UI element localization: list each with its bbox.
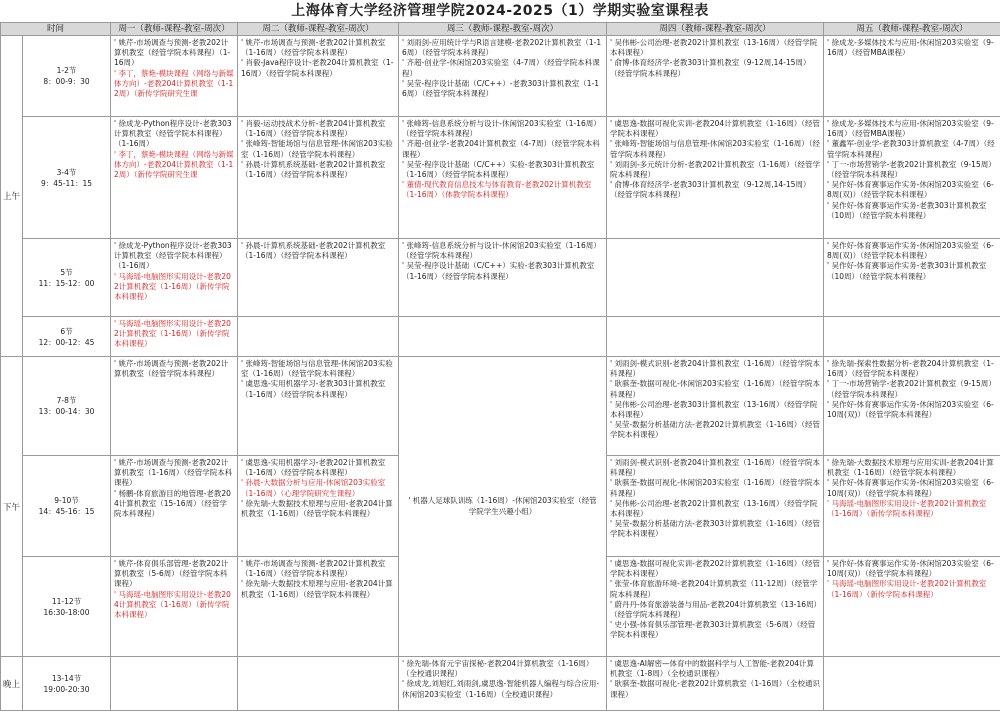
cell: [111, 239, 238, 317]
course-entry: ' 姚芹-市场调查与预测-老教202计算机教室（1-16周）（经管学院本科课程）: [114, 458, 233, 488]
course-entry: ' 耿骐奎-数据可视化-休闲馆203实验室（1-16周）（经管学院本科课程）: [610, 478, 820, 498]
course-entry: ' 吴伟彬-公司治理-老教303计算机教室（13-16周）（经管学院本科课程）: [610, 399, 818, 420]
course-entry: ' 丁一-市场营销学-老教202计算机教室（9-15周）（经管学院本科课程）: [827, 379, 996, 399]
course-entry: ' 吴作好-体育赛事运作实务-老教303计算机教室（10周）（经管学院本科课程）: [827, 261, 987, 281]
course-entry: ' 孙晨-大数据分析与应用-休闲馆203实验室（1-16周）（心理学院研究生课程）: [241, 478, 386, 498]
course-entry: ' 姚芹-市场调查与预测-老教202计算机教室（经管学院本科课程）: [114, 359, 229, 379]
header-fri: 周五（教师-课程-教室-周次）: [824, 23, 1000, 36]
course-entry: ' 虞思逸-数据可视化实训-老教202计算机教室（1-16周）（经管学院本科课程）: [610, 559, 820, 579]
cell: [111, 36, 238, 117]
course-entry: ' 张峰筠-智能场馆与信息管理-休闲馆203实验室（1-16周）（经管学院本科课程）: [241, 139, 393, 159]
cell: [111, 357, 238, 456]
slot-cell: [23, 456, 111, 557]
course-entry: ' 吴作好-体育赛事运作实务-休闲馆203实验室（6-8周(双)）（经管学院本科课程）: [827, 241, 994, 261]
table-row: [1, 36, 1000, 117]
course-entry: ' 齐超-创业学-休闲馆203实验室（4-7周）（经管学院本科课程）: [402, 58, 600, 78]
course-entry: ' 吴莹-程序设计基础（C/C++）实验-老教303计算机教室（1-16周）（经管学院本科课程）: [402, 159, 595, 180]
slot-name: 1-2节: [56, 66, 77, 75]
header-mon: 周一（教师-课程-教室-周次）: [111, 23, 238, 36]
slot-name: 6节: [60, 326, 73, 336]
course-entry: ' 吴莹-数据分析基础方法-老教303计算机教室（1-16周）（经管学院本科课程）: [610, 519, 820, 539]
slot-cell: [23, 117, 111, 239]
course-entry: ' 丁一-市场营销学-老教202计算机教室（9-15周）（经管学院本科课程）: [827, 159, 996, 180]
cell: [607, 456, 824, 557]
slot-name: 3-4节: [56, 167, 77, 177]
slot-cell: [23, 317, 111, 357]
course-entry: ' 蔚丹丹-体育旅游装备与用品-老教204计算机教室（13-16周）（经管学院本科课程）: [610, 599, 818, 620]
course-entry: ' 徐先瑞-探索性数据分析-老教204计算机教室（1-16周）（经管学院本科课程）: [827, 359, 994, 379]
course-entry: ' 李丁，蔡艳-模块课程（网络与新媒体方向）-老教204计算机教室（1-12周）（新传学院研究生课: [114, 149, 234, 180]
cell: [607, 657, 824, 711]
course-entry: ' 姚芹-体育俱乐部管理-老教202计算机教室（5-6周）（经管学院本科课程）: [114, 559, 229, 589]
course-entry: ' 刘雨剑-多元统计分析-老教202计算机教室（1-16周）（经管学院本科课程）: [610, 159, 820, 180]
course-entry: ' 吴伟彬-公司治理-老教202计算机教室（13-16周）（经管学院本科课程）: [610, 498, 818, 519]
course-entry: ' 肖毅-运动技战术分析-老教204计算机教室（1-16周）（经管学院本科课程）: [241, 119, 386, 139]
cell: [111, 117, 238, 239]
header-wed: 周三（教师-课程-教室-周次）: [399, 23, 607, 36]
robot-soccer-training: ' 机器人足球队训练（1-16周）-休闲馆203实验室（经管学院学生兴趣小组）: [408, 496, 597, 516]
course-entry: ' 虞思逸-AI解密—体育中的数据科学与人工智能-老教204计算机教室（1-8周）（全校通识课程）: [610, 659, 815, 679]
cell: [607, 36, 824, 117]
course-entry: ' 张峰筠-信息系统分析与设计-休闲馆203实验室（1-16周）（经管学院本科课程）: [402, 119, 601, 139]
cell: [238, 557, 399, 657]
course-entry: ' 徐先瑞-体育元宇宙探秘-老教204计算机教室（1-16周）（全校通识课程）: [402, 659, 594, 679]
cell: [238, 36, 399, 117]
course-entry: ' 董鑫军-创业学-老教303计算机教室（4-7周）（经管学院本科课程）: [827, 139, 995, 159]
slot-time: 19:00-20:30: [43, 684, 90, 694]
cell: [607, 357, 824, 456]
course-entry: ' 俞博-体育经济学-老教303计算机教室（9-12周,14-15周）（经管学院本科课程）: [610, 180, 811, 200]
course-entry: ' 马海瑶-电脑图形实用设计-老教202计算机教室（1-16周）（新传学院本科课程）: [827, 579, 987, 599]
course-entry: ' 吴伟彬-公司治理-老教202计算机教室（13-16周）（经管学院本科课程）: [610, 38, 818, 58]
page-title: 上海体育大学经济管理学院2024-2025（1）学期实验室课程表: [291, 3, 709, 19]
header-tue: 周二（教师-课程-教室-周次）: [238, 23, 399, 36]
cell: [111, 657, 238, 711]
table-row: [1, 357, 1000, 456]
cell: [824, 239, 1000, 317]
table-row: [1, 117, 1000, 239]
slot-name: 5节: [60, 267, 73, 277]
course-entry: ' 姚芹-市场调查与预测-老教202计算机教室（1-16周）（经管学院本科课程）: [241, 559, 386, 579]
header-time: 时间: [1, 23, 111, 36]
cell: [607, 317, 824, 357]
course-entry: ' 吴莹-数据分析基础方法-老教202计算机教室（1-16周）（经管学院本科课程）: [610, 420, 820, 440]
slot-cell: [23, 657, 111, 711]
course-entry: ' 徐成龙-多媒体技术与应用-休闲馆203实验室（9-16周）（经管MBA课程）: [827, 38, 994, 58]
schedule-table: [0, 22, 1000, 711]
course-entry: ' 俞博-体育经济学-老教303计算机教室（9-12周,14-15周）（经管学院本科课程）: [610, 58, 811, 78]
course-entry: ' 吴作好-体育赛事运作实务-老教303计算机教室（10周）（经管学院本科课程）: [827, 200, 987, 220]
course-entry: ' 虞思逸-数据可视化实训-老教204计算机教室（1-16周）（经管学院本科课程）: [610, 119, 820, 139]
slot-name: 7-8节: [56, 396, 77, 405]
course-entry: ' 刘雨剑-应用统计学与R语言建模-老教202计算机教室（1-16周）（经管学院本科课程）: [402, 38, 602, 58]
course-entry: ' 李丁，蔡艳-模块课程（网络与新媒体方向）-老教204计算机教室（1-12周）（新传学院研究生课: [114, 68, 234, 99]
cell: [238, 456, 399, 557]
course-entry: ' 董倩-现代教育信息技术与体育教育-老教202计算机教室（1-16周）（体教学院本科课程）: [402, 180, 592, 200]
header-row: [1, 23, 1000, 36]
course-entry: ' 虞思逸-实用机器学习-老教202计算机教室（1-16周）（经管学院本科课程）: [241, 458, 386, 478]
course-entry: ' 杨鹏-体育旅游目的地管理-老教204计算机教室（15-16周）（经管学院本科课程）: [114, 488, 231, 519]
table-row: [1, 239, 1000, 317]
cell: [607, 239, 824, 317]
course-entry: ' 耿骐奎-数据可视化-休闲馆203实验室（1-16周）（经管学院本科课程）: [610, 379, 820, 399]
course-entry: ' 马海瑶-电脑图形实用设计-老教202计算机教室（1-16周）（新传学院本科课程）: [827, 498, 987, 519]
slot-time: 12：00-12：45: [38, 337, 95, 347]
course-entry: ' 吴莹-程序设计基础（C/C++）-老教303计算机教室（1-16周）（经管学院本科课程）: [402, 78, 600, 99]
cell: [607, 557, 824, 657]
course-entry: ' 马海瑶-电脑图形实用设计-老教202计算机教室（1-16周）（新传学院本科课程）: [114, 319, 231, 349]
cell: [399, 657, 607, 711]
course-entry: ' 刘雨剑-模式识别-老教204计算机教室（1-16周）（经管学院本科课程）: [610, 458, 820, 478]
cell: [111, 557, 238, 657]
course-entry: ' 肖毅-Java程序设计-老教204计算机教室（1-16周）（经管学院本科课程）: [241, 58, 394, 78]
course-entry: ' 张峰筠-智能场馆与信息管理-休闲馆203实验室（1-16周）（经管学院本科课程）: [610, 139, 820, 159]
course-entry: ' 孙晨-计算机系统基础-老教202计算机教室（1-16周）（经管学院本科课程）: [241, 241, 386, 261]
course-entry: ' 吴作好-体育赛事运作实务-休闲馆203实验室（6-8周(双)）（经管学院本科课程）: [827, 180, 994, 200]
cell: [824, 657, 1000, 711]
course-entry: ' 徐成龙-Python程序设计-老教303计算机教室（经管学院本科课程）（1-16周）: [114, 119, 232, 149]
slot-name: 9-10节: [54, 496, 79, 505]
cell: [607, 117, 824, 239]
cell: [399, 36, 607, 117]
cell: [238, 317, 399, 357]
course-entry: ' 齐超-创业学-老教204计算机教室（4-7周）（经管学院本科课程）: [402, 139, 600, 159]
cell: [824, 357, 1000, 456]
cell: [238, 357, 399, 456]
slot-name: 11-12节: [51, 596, 82, 606]
cell: [399, 117, 607, 239]
period-eve: 晚上: [1, 657, 23, 711]
course-entry: ' 张峰筠-智能场馆与信息管理-休闲馆203实验室（1-16周）（经管学院本科课程）: [241, 359, 393, 379]
course-entry: ' 史小强-体育俱乐部管理-老教303计算机教室（5-6周）（经管学院本科课程）: [610, 620, 816, 640]
cell: [238, 239, 399, 317]
course-entry: ' 马海瑶-电脑图形实用设计-老教204计算机教室（1-16周）（新传学院本科课程）: [114, 589, 231, 620]
cell: [238, 117, 399, 239]
cell: [824, 456, 1000, 557]
cell: [399, 317, 607, 357]
course-entry: ' 徐成龙-Python程序设计-老教303计算机教室（经管学院本科课程）（1-16周）: [114, 241, 232, 271]
slot-time: 14：45-16：15: [38, 507, 95, 516]
slot-time: 9：45-11：15: [40, 178, 93, 188]
course-entry: ' 吴作好-体育赛事运作实务-休闲馆203实验室（6-10周(双)）（经管学院本科课程）: [827, 478, 994, 498]
slot-time: 16:30-18:00: [43, 607, 90, 617]
course-entry: ' 刘雨剑-模式识别-老教204计算机教室（1-16周）（经管学院本科课程）: [610, 359, 820, 379]
course-entry: ' 姚芹-市场调查与预测-老教202计算机教室（1-16周）（经管学院本科课程）: [241, 38, 386, 58]
cell: [238, 657, 399, 711]
cell: [399, 239, 607, 317]
course-entry: ' 姚芹-市场调查与预测-老教202计算机教室（经管学院本科课程）（1-16周）: [114, 38, 231, 68]
course-entry: ' 徐成龙-多媒体技术与应用-休闲馆203实验室（9-16周）（经管MBA课程）: [827, 119, 994, 139]
table-row: [1, 657, 1000, 711]
table-row: [1, 317, 1000, 357]
cell: [824, 117, 1000, 239]
header-thu: 周四（教师-课程-教室-周次）: [607, 23, 824, 36]
cell: [111, 456, 238, 557]
course-entry: ' 孙晨-计算机系统基础-老教202计算机教室（1-16周）（经管学院本科课程）: [241, 159, 386, 180]
slot-cell: [23, 36, 111, 117]
slot-cell: [23, 557, 111, 657]
slot-cell: [23, 357, 111, 456]
course-entry: ' 徐成龙,刘旭红,刘雨剑,虞思逸-智能机器人编程与综合应用-休闲馆203实验室（1-16周）（全校通识课程）: [402, 679, 600, 699]
course-entry: ' 张峰筠-信息系统分析与设计-休闲馆203实验室（1-16周）（经管学院本科课程）: [402, 241, 601, 261]
slot-time: 13：00-14：30: [38, 407, 95, 416]
course-entry: ' 徐先瑞-大数据技术原理与应用实训-老教204计算机教室（1-16周）（经管学院本科课程）: [827, 458, 994, 478]
course-entry: ' 虞思逸-实用机器学习-老教303计算机教室（1-16周）（经管学院本科课程）: [241, 379, 386, 399]
course-entry: ' 吴作好-体育赛事运作实务-休闲馆203实验室（6-10周(双)）（经管学院本科课程）: [827, 559, 994, 579]
period-pm: 下午: [1, 357, 23, 657]
cell: [824, 317, 1000, 357]
course-entry: ' 吴作好-体育赛事运作实务-休闲馆203实验室（6-10周(双)）（经管学院本科课程）: [827, 399, 994, 420]
course-entry: ' 马海瑶-电脑图形实用设计-老教202计算机教室（1-16周）（新传学院本科课程）: [114, 271, 231, 302]
cell: [824, 36, 1000, 117]
period-am: 上午: [1, 36, 23, 357]
course-entry: ' 徐先瑞-大数据技术原理与应用-老教204计算机教室（1-16周）（经管学院本科课程）: [241, 579, 393, 599]
slot-time: 11：15-12：00: [38, 278, 95, 288]
course-entry: ' 张莹-体育旅游环境-老教204计算机教室（11-12周）（经管学院本科课程）: [610, 579, 818, 599]
wed-afternoon-cell: [399, 357, 607, 657]
slot-time: 8：00-9：30: [43, 77, 90, 86]
cell: [111, 317, 238, 357]
course-entry: ' 吴莹-程序设计基础（C/C++）实验-老教303计算机教室（1-16周）（经管学院本科课程）: [402, 261, 595, 281]
slot-name: 13-14节: [51, 673, 82, 683]
cell: [824, 557, 1000, 657]
course-entry: ' 耿骐奎-数据可视化-老教202计算机教室（1-16周）（全校通识课程）: [610, 679, 820, 699]
slot-cell: [23, 239, 111, 317]
course-entry: ' 徐先瑞-大数据技术原理与应用-老教204计算机教室（1-16周）（经管学院本科课程）: [241, 498, 393, 519]
